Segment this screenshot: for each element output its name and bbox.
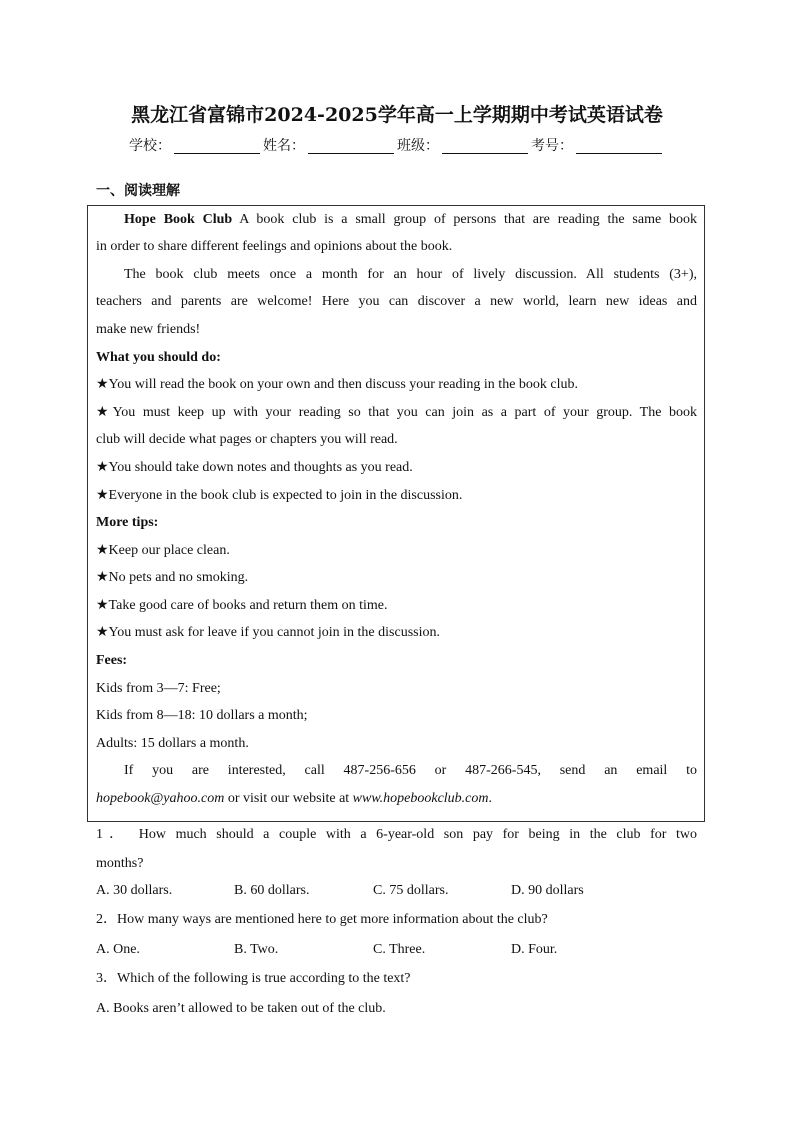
question-1-option-c: C. 75 dollars. [373,883,449,898]
name-label: 姓名： [263,138,305,154]
page-title: 黑龙江省富锦市2024-2025学年高一上学期期中考试英语试卷 [131,104,663,126]
question-1-option-b: B. 60 dollars. [234,883,310,898]
question-2-stem: 2．How many ways are mentioned here to get more information about the club? [96,912,548,927]
passage-meet-line-1: The book club meets once a month for an hour of lively discussion. All students (3+), [124,267,697,282]
passage-meet-line-3: make new friends! [96,322,201,337]
tip-item-2: ★No pets and no smoking. [96,570,249,585]
school-label: 学校： [129,138,171,154]
contact-line-2 [96,789,697,809]
passage-intro-line-1 [124,210,697,230]
contact-mid-text: or visit our website at [224,791,353,806]
should-item-3: ★You should take down notes and thoughts as you read. [96,460,413,475]
intro-text: A book club is a small group of persons that are reading the same book [239,212,697,227]
class-label: 班级： [397,138,439,154]
question-1-stem-line-1: 1． How much should a couple with a 6-year-old son pay for being in the club for two [96,827,697,842]
contact-end: . [488,791,493,806]
class-blank [442,137,528,154]
should-item-2-line-2: club will decide what pages or chapters you will read. [96,432,398,447]
question-2-option-c: C. Three. [373,942,426,957]
name-blank [308,137,394,154]
passage-meet-line-2: teachers and parents are welcome! Here you can discover a new world, learn new ideas and [96,294,697,309]
fees-heading: Fees: [96,653,128,668]
contact-email: hopebook@yahoo.com [96,791,225,806]
exam-no-blank [576,137,662,154]
fee-item-3: Adults: 15 dollars a month. [96,736,249,751]
passage-intro-line-2: in order to share different feelings and opinions about the book. [96,239,453,254]
question-2-option-b: B. Two. [234,942,279,957]
tips-heading: More tips: [96,515,159,530]
tip-item-4: ★You must ask for leave if you cannot join in the discussion. [96,625,440,640]
should-item-4: ★Everyone in the book club is expected to join in the discussion. [96,488,463,503]
school-blank [174,137,260,154]
question-1-stem-line-2: months? [96,856,144,871]
should-item-1: ★You will read the book on your own and then discuss your reading in the book club. [96,377,579,392]
question-3-option-a: A. Books aren’t allowed to be taken out of the club. [96,1001,386,1016]
question-2-option-a: A. One. [96,942,140,957]
exam-no-label: 考号： [531,138,573,154]
question-1-option-d: D. 90 dollars [511,883,584,898]
fee-item-1: Kids from 3—7: Free; [96,681,221,696]
club-name: Hope Book Club [124,212,233,227]
question-2-option-d: D. Four. [511,942,558,957]
section-heading: 一、阅读理解 [96,183,180,199]
question-3-stem: 3．Which of the following is true according to the text? [96,971,411,986]
fee-item-2: Kids from 8—18: 10 dollars a month; [96,708,308,723]
should-item-2-line-1: ★You must keep up with your reading so that you can join as a part of your group. The book [96,405,697,420]
question-1-option-a: A. 30 dollars. [96,883,173,898]
tip-item-3: ★Take good care of books and return them on time. [96,598,388,613]
tip-item-1: ★Keep our place clean. [96,543,230,558]
should-heading: What you should do: [96,350,221,365]
student-info-line [0,134,794,158]
contact-line-1: If you are interested, call 487-256-656 or 487-266-545, send an email to [124,763,697,778]
contact-website: www.hopebookclub.com [352,791,489,806]
